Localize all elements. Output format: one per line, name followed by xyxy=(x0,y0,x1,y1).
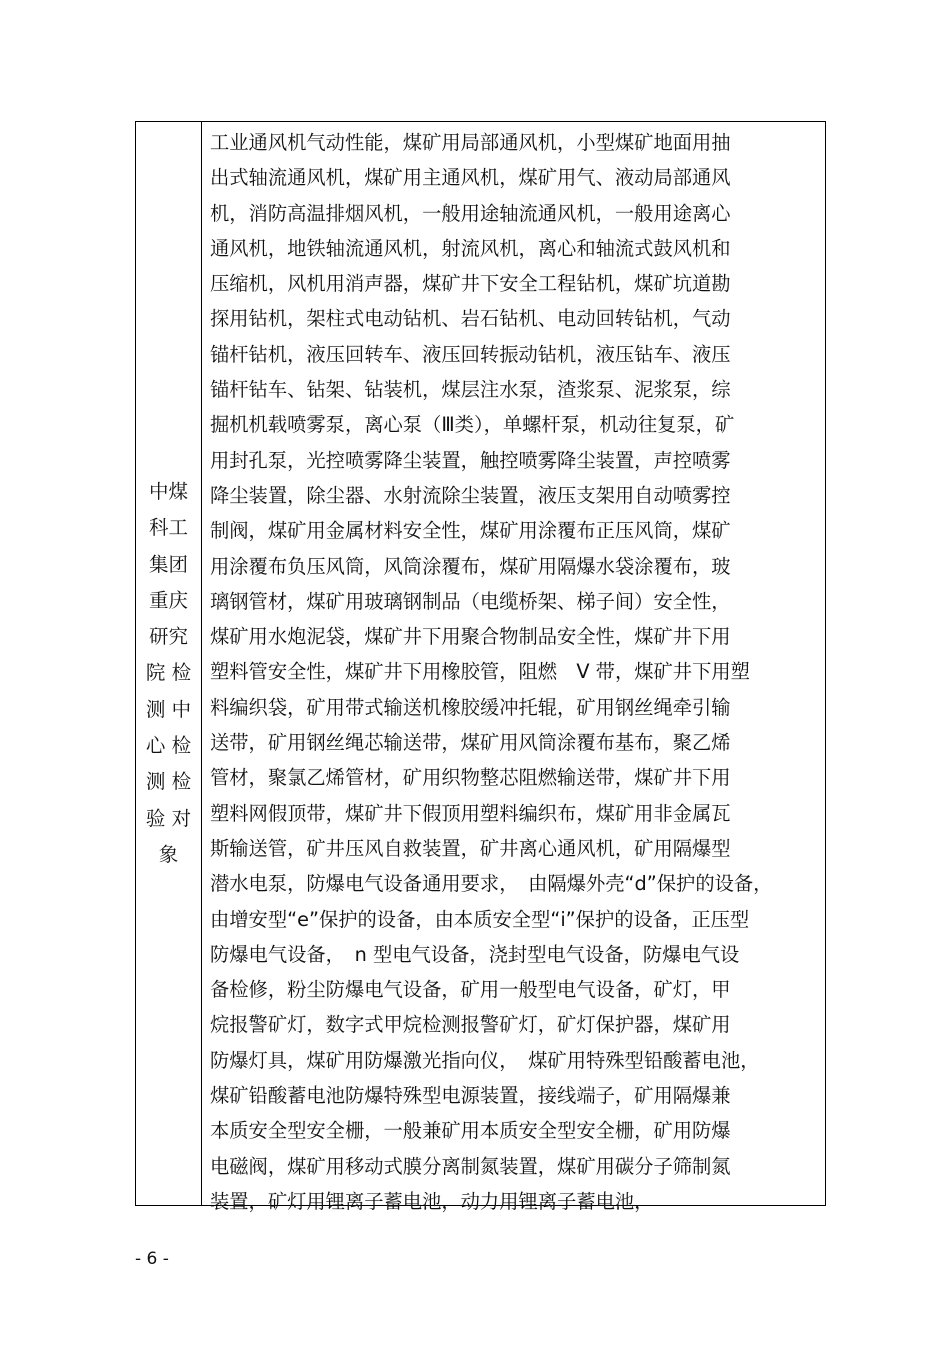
content-line: 压缩机，风机用消声器，煤矿井下安全工程钻机，煤矿坑道勘 xyxy=(210,272,731,296)
content-line: 送带，矿用钢丝绳芯输送带，煤矿用风筒涂覆布基布，聚乙烯 xyxy=(210,731,731,755)
content-line: 锚杆钻机，液压回转车、液压回转振动钻机，液压钻车、液压 xyxy=(210,342,731,366)
label-line: 集团 xyxy=(148,552,188,576)
content-line: 防爆电气设备， n 型电气设备，浇封型电气设备，防爆电气设 xyxy=(210,942,740,966)
content-line: 本质安全型安全栅，一般兼矿用本质安全型安全栅，矿用防爆 xyxy=(210,1119,731,1143)
content-line: 用封孔泵，光控喷雾降尘装置，触控喷雾降尘装置，声控喷雾 xyxy=(210,448,731,472)
content-line: 防爆灯具，煤矿用防爆激光指向仪， 煤矿用特殊型铅酸蓄电池， xyxy=(210,1048,760,1072)
column-divider xyxy=(201,122,202,1205)
content-line: 塑料管安全性，煤矿井下用橡胶管，阻燃 V 带，煤矿井下用塑 xyxy=(210,660,750,684)
label-line: 验 对 xyxy=(145,806,192,830)
label-line: 研究 xyxy=(148,625,188,649)
content-line: 装置，矿灯用锂离子蓄电池，动力用锂离子蓄电池， xyxy=(210,1189,654,1213)
content-line: 管材，聚氯乙烯管材，矿用织物整芯阻燃输送带，煤矿井下用 xyxy=(210,766,731,790)
content-line: 备检修，粉尘防爆电气设备，矿用一般型电气设备，矿灯，甲 xyxy=(210,978,731,1002)
label-line: 科工 xyxy=(148,516,188,540)
content-line: 由增安型“e”保护的设备，由本质安全型“i”保护的设备，正压型 xyxy=(210,907,750,931)
content-line: 烷报警矿灯，数字式甲烷检测报警矿灯，矿灯保护器，煤矿用 xyxy=(210,1013,731,1037)
label-line: 测 中 xyxy=(145,697,192,721)
content-line: 制阀，煤矿用金属材料安全性，煤矿用涂覆布正压风筒，煤矿 xyxy=(210,519,731,543)
content-line: 塑料网假顶带，煤矿井下假顶用塑料编织布，煤矿用非金属瓦 xyxy=(210,801,731,825)
content-line: 煤矿用水炮泥袋，煤矿井下用聚合物制品安全性，煤矿井下用 xyxy=(210,625,731,649)
content-line: 探用钻机，架柱式电动钻机、岩石钻机、电动回转钻机，气动 xyxy=(210,307,731,331)
content-line: 用涂覆布负压风筒，风筒涂覆布，煤矿用隔爆水袋涂覆布，玻 xyxy=(210,554,731,578)
label-line: 中煤 xyxy=(148,480,188,503)
content-line: 斯输送管，矿井压风自救装置，矿井离心通风机，矿用隔爆型 xyxy=(210,836,731,860)
content-line: 掘机机载喷雾泵，离心泵（Ⅲ类），单螺杆泵，机动往复泵，矿 xyxy=(210,413,735,437)
page-number: - 6 - xyxy=(135,1249,169,1269)
label-line: 测 检 xyxy=(145,770,192,794)
label-line: 象 xyxy=(158,842,179,866)
label-line: 心 检 xyxy=(145,734,192,758)
content-line: 煤矿铅酸蓄电池防爆特殊型电源装置，接线端子，矿用隔爆兼 xyxy=(210,1084,731,1108)
content-line: 锚杆钻车、钻架、钻装机，煤层注水泵，渣浆泵、泥浆泵，综 xyxy=(210,378,731,402)
content-line: 璃钢管材，煤矿用玻璃钢制品（电缆桥架、梯子间）安全性， xyxy=(210,589,731,613)
content-line: 料编织袋，矿用带式输送机橡胶缓冲托辊，矿用钢丝绳牵引输 xyxy=(210,695,731,719)
content-line: 电磁阀，煤矿用移动式膜分离制氮装置，煤矿用碳分子筛制氮 xyxy=(210,1154,731,1178)
content-line: 通风机，地铁轴流通风机，射流风机，离心和轴流式鼓风机和 xyxy=(210,236,731,260)
label-line: 重庆 xyxy=(148,588,188,612)
test-objects-content-cell xyxy=(210,125,830,1219)
content-line: 工业通风机气动性能，煤矿用局部通风机，小型煤矿地面用抽 xyxy=(210,131,731,154)
content-line: 降尘装置，除尘器、水射流除尘装置，液压支架用自动喷雾控 xyxy=(210,483,731,507)
content-line: 机，消防高温排烟风机，一般用途轴流通风机，一般用途离心 xyxy=(210,201,731,225)
test-scope-table xyxy=(135,121,826,1213)
content-line: 出式轴流通风机，煤矿用主通风机，煤矿用气、液动局部通风 xyxy=(210,166,731,190)
organization-label-cell xyxy=(136,474,201,873)
content-line: 潜水电泵，防爆电气设备通用要求， 由隔爆外壳“d”保护的设备， xyxy=(210,872,773,896)
label-line: 院 检 xyxy=(145,661,192,685)
